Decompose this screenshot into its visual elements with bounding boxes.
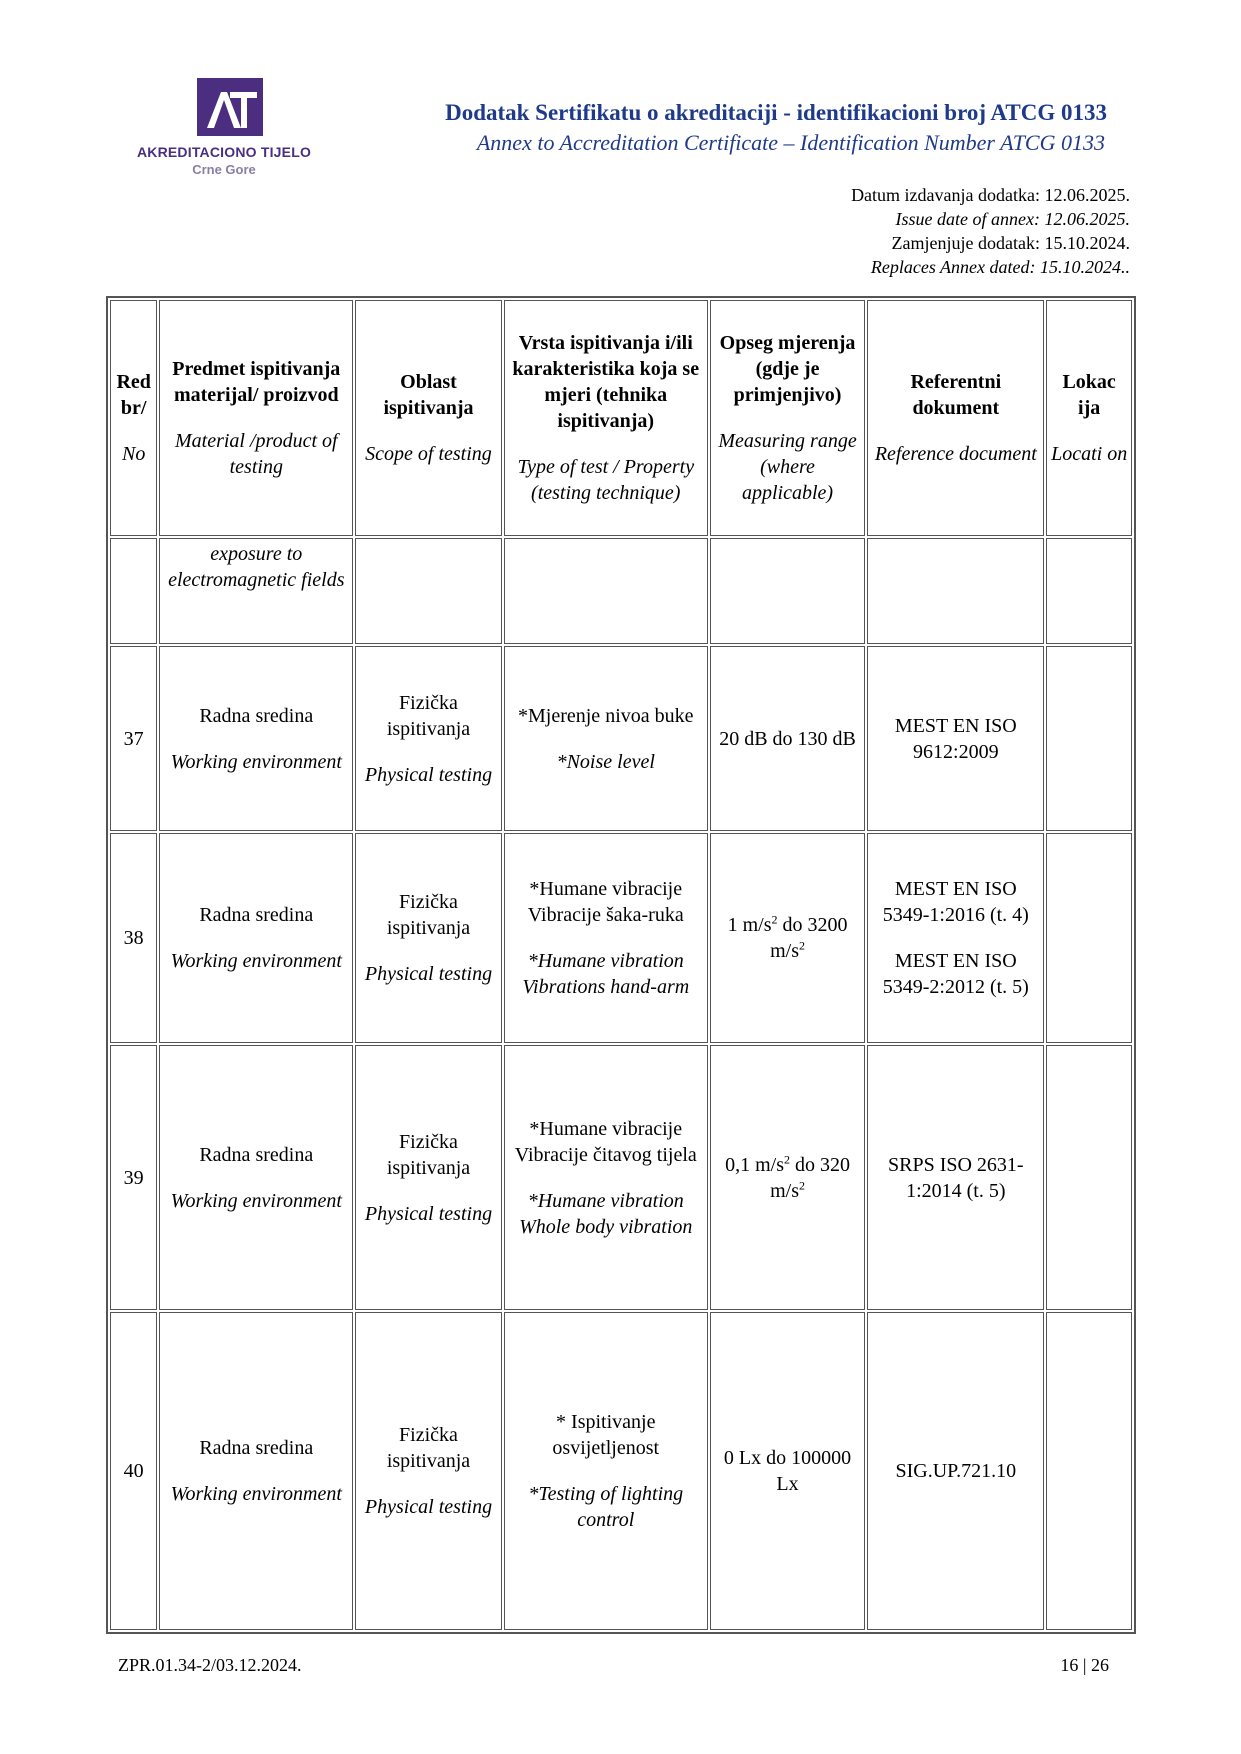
row-test: * Ispitivanje osvijetljenost *Testing of lighting control <box>504 1312 708 1630</box>
page-title: Dodatak Sertifikatu o akreditaciji - identifikacioni broj ATCG 0133 <box>445 100 1107 125</box>
row-no: 38 <box>110 833 157 1043</box>
row-material: Radna sredina Working environment <box>159 1312 353 1630</box>
row-reference: MEST EN ISO 5349-1:2016 (t. 4) MEST EN ISO 5349-2:2012 (t. 5) <box>867 833 1044 1043</box>
row-scope: Fizička ispitivanja Physical testing <box>355 646 502 831</box>
row-location <box>1046 646 1132 831</box>
row-material: Radna sredina Working environment <box>159 646 353 831</box>
row-material: Radna sredina Working environment <box>159 833 353 1043</box>
logo-name: AKREDITACIONO TIJELO <box>136 144 312 160</box>
row-no: 39 <box>110 1045 157 1310</box>
row-scope: Fizička ispitivanja Physical testing <box>355 1045 502 1310</box>
header-scope: Oblast ispitivanja Scope of testing <box>355 300 502 536</box>
row-location <box>1046 833 1132 1043</box>
accreditation-scope-table <box>106 296 1136 1634</box>
logo <box>124 78 324 178</box>
row-location <box>1046 1045 1132 1310</box>
header-test-type: Vrsta ispitivanja i/ili karakteristika koja se mjeri (tehnika ispitivanja) Type of test / Property (testing technique) <box>504 300 708 536</box>
table-row <box>110 646 1132 831</box>
row-range: 0,1 $m/s^2$ do 320 $m/s^2$ <box>710 1045 866 1310</box>
table-row <box>110 833 1132 1043</box>
logo-subtitle: Crne Gore <box>192 162 256 177</box>
issue-date-en: Issue date of annex: 12.06.2025. <box>895 209 1130 229</box>
replaces-date: Zamjenjuje dodatak: 15.10.2024. <box>891 233 1130 253</box>
row-test: *Mjerenje nivoa buke *Noise level <box>504 646 708 831</box>
header-no: Red br/ No <box>110 300 157 536</box>
page-subtitle: Annex to Accreditation Certificate – Identification Number ATCG 0133 <box>476 130 1105 155</box>
header-reference: Referentni dokument Reference document <box>867 300 1044 536</box>
row-material: Radna sredina Working environment <box>159 1045 353 1310</box>
table-header-row <box>110 300 1132 536</box>
row-scope: Fizička ispitivanja Physical testing <box>355 833 502 1043</box>
page-number: 16 | 26 <box>1060 1655 1109 1675</box>
row-location <box>1046 1312 1132 1630</box>
row-scope: Fizička ispitivanja Physical testing <box>355 1312 502 1630</box>
row-reference: MEST EN ISO 9612:2009 <box>867 646 1044 831</box>
header-range: Opseg mjerenja (gdje je primjenjivo) Measuring range (where applicable) <box>710 300 866 536</box>
continuation-text: exposure to electromagnetic fields <box>159 538 353 644</box>
issue-date: Datum izdavanja dodatka: 12.06.2025. <box>851 185 1130 205</box>
row-range: 0 Lx do 100000 Lx <box>710 1312 866 1630</box>
table-row <box>110 1312 1132 1630</box>
table-row <box>110 1045 1132 1310</box>
header-material: Predmet ispitivanja materijal/ proizvod Material /product of testing <box>159 300 353 536</box>
row-test: *Humane vibracije Vibracije čitavog tijela *Humane vibration Whole body vibration <box>504 1045 708 1310</box>
row-no: 40 <box>110 1312 157 1630</box>
row-no: 37 <box>110 646 157 831</box>
header-location: Lokac ija Locati on <box>1046 300 1132 536</box>
annex-dates <box>851 183 1130 279</box>
row-test: *Humane vibracije Vibracije šaka-ruka *Humane vibration Vibrations hand-arm <box>504 833 708 1043</box>
row-range: 1 $m/s^2$ do 3200 $m/s^2$ <box>710 833 866 1043</box>
replaces-date-en: Replaces Annex dated: 15.10.2024.. <box>870 257 1130 277</box>
document-code: ZPR.01.34-2/03.12.2024. <box>118 1655 302 1675</box>
table-row-continuation <box>110 538 1132 644</box>
row-range: 20 dB do 130 dB <box>710 646 866 831</box>
row-reference: SIG.UP.721.10 <box>867 1312 1044 1630</box>
row-reference: SRPS ISO 2631-1:2014 (t. 5) <box>867 1045 1044 1310</box>
accreditation-logo-icon <box>197 78 263 136</box>
